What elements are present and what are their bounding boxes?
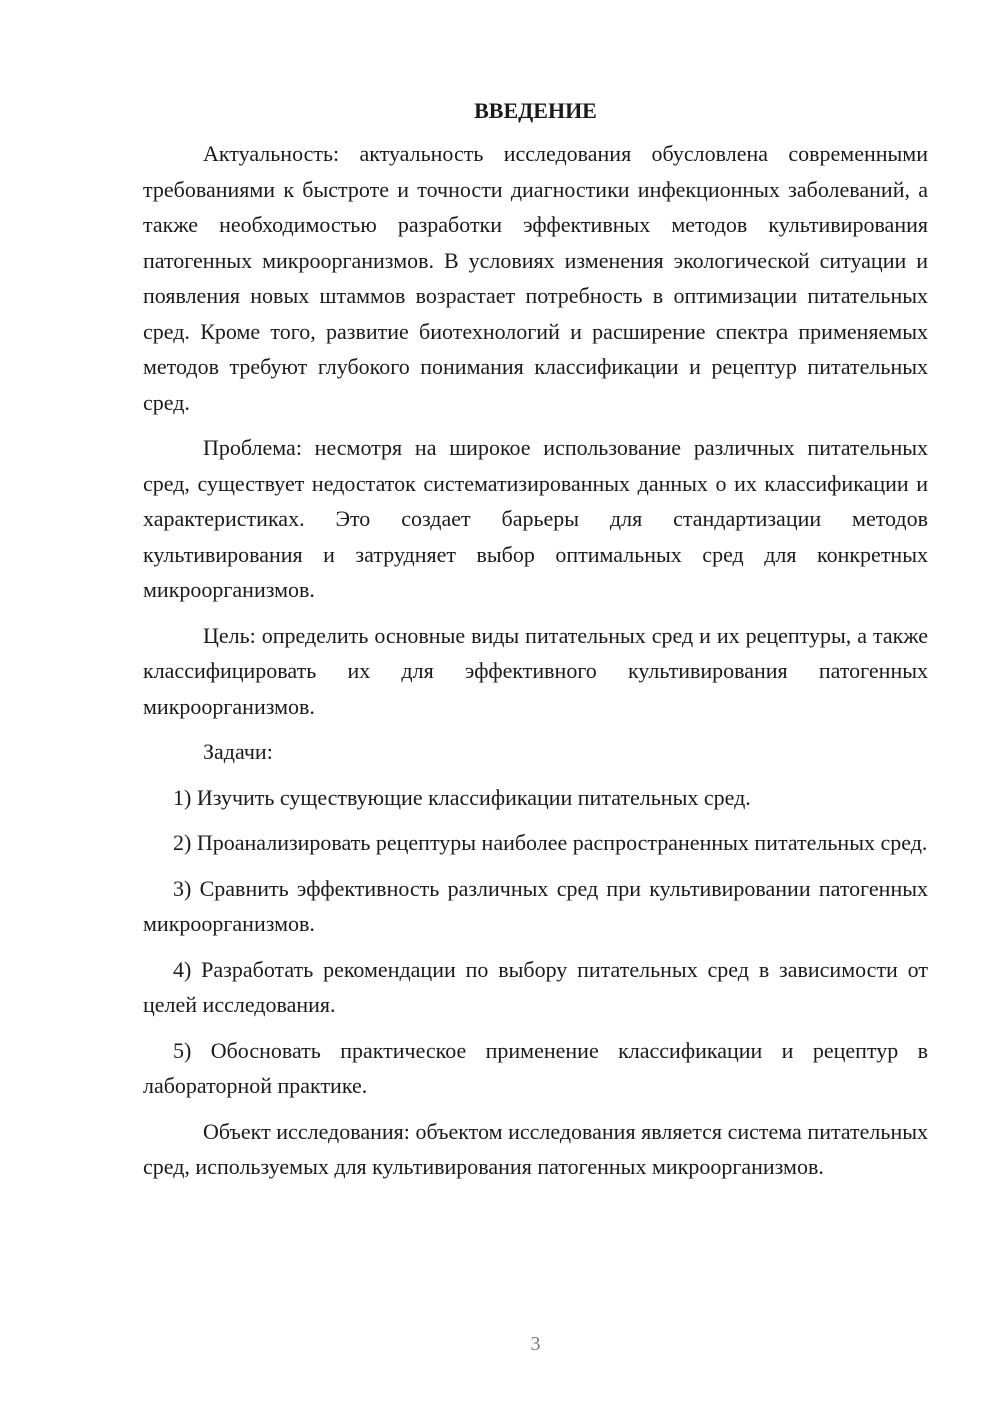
problem-paragraph: Проблема: несмотря на широкое использование различных питательных сред, существует недостаток систематизированных данных о их классификации и характеристиках. Это создает барьеры для стандартизации методов культивирования и затрудняет выбор оптимальных сред для конкретных микроорганизмов.	[143, 435, 928, 602]
relevance-paragraph: Актуальность: актуальность исследования обусловлена современными требованиями к быстроте и точности диагностики инфекционных заболеваний, а также необходимостью разработки эффективных методов культивирования патогенных микроорганизмов. В условиях изменения экологической ситуации и появления новых штаммов возрастает потребность в оптимизации питательных сред. Кроме того, развитие биотехнологий и расширение спектра применяемых методов требуют глубокого понимания классификации и рецептур питательных сред.	[143, 141, 928, 415]
object-paragraph: Объект исследования: объектом исследования является система питательных сред, используемых для культивирования патогенных микроорганизмов.	[143, 1118, 928, 1179]
document-page	[143, 96, 928, 1195]
task-item: 2) Проанализировать рецептуры наиболее распространенных питательных сред.	[173, 830, 928, 855]
task-item: 4) Разработать рекомендации по выбору питательных сред в зависимости от целей исследования.	[143, 956, 928, 1017]
page-number: 3	[530, 1333, 541, 1355]
task-item: 1) Изучить существующие классификации питательных сред.	[173, 784, 751, 810]
section-title: ВВЕДЕНИЕ	[474, 98, 597, 123]
task-item: 3) Сравнить эффективность различных сред при культивировании патогенных микроорганизмов.	[143, 875, 928, 936]
tasks-heading: Задачи:	[203, 739, 273, 764]
task-item: 5) Обосновать практическое применение классификации и рецептур в лабораторной практике.	[143, 1037, 928, 1098]
goal-paragraph: Цель: определить основные виды питательных сред и их рецептуры, а также классифицировать их для эффективного культивирования патогенных микроорганизмов.	[143, 622, 928, 719]
